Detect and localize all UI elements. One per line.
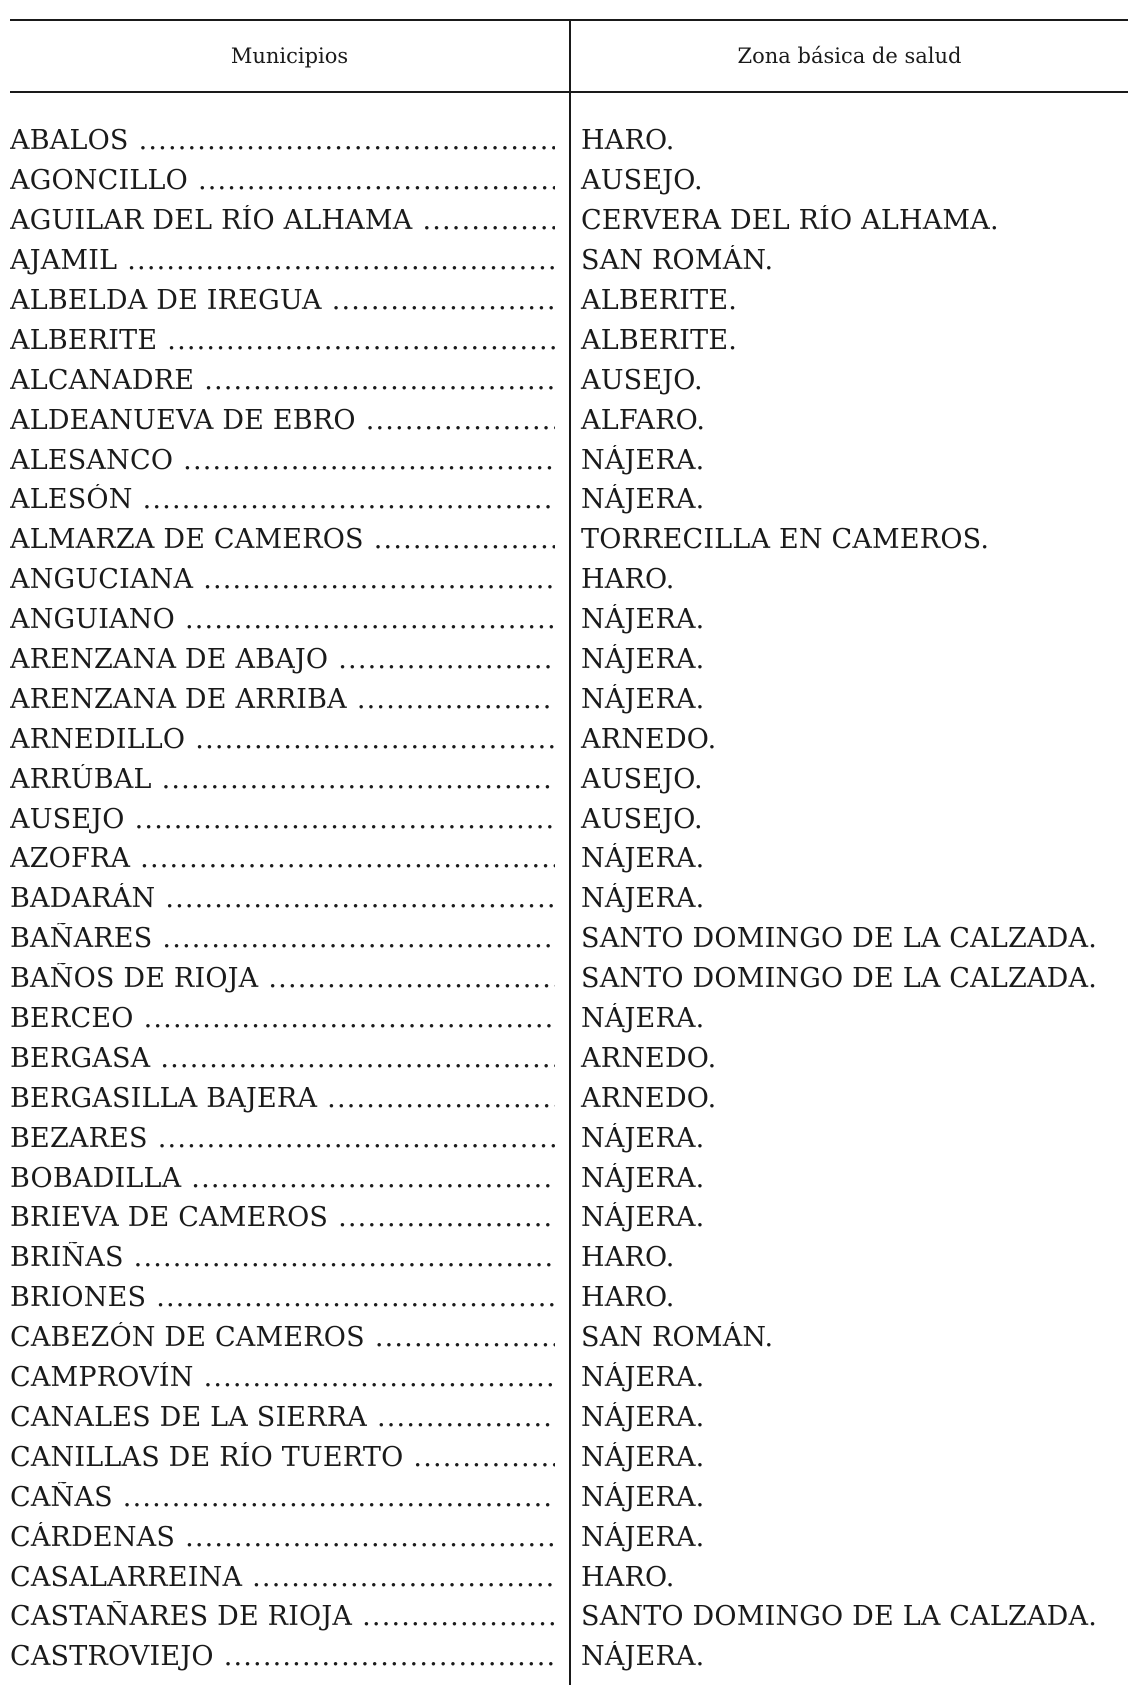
municipio-name: CASTROVIEJO	[10, 1641, 214, 1673]
dot-leader	[123, 1482, 555, 1513]
zona-cell: SAN ROMÁN.	[581, 1322, 774, 1354]
dot-leader	[362, 1601, 555, 1632]
dot-leader	[135, 804, 555, 835]
zona-cell: NÁJERA.	[581, 843, 705, 875]
table-row	[10, 719, 1128, 759]
zona-cell: NÁJERA.	[581, 1362, 705, 1394]
dot-leader	[162, 764, 555, 795]
table-row	[10, 1078, 1128, 1118]
municipio-cell	[10, 764, 565, 795]
municipio-name: ARNEDILLO	[10, 723, 186, 755]
municipio-name: BERGASA	[10, 1042, 151, 1074]
dot-leader	[332, 285, 555, 316]
zona-cell: SANTO DOMINGO DE LA CALZADA.	[581, 963, 1097, 995]
dot-leader	[374, 524, 555, 555]
municipio-cell	[10, 1123, 565, 1154]
municipio-name: ALDEANUEVA DE EBRO	[10, 404, 356, 436]
table-row	[10, 1318, 1128, 1358]
table-row	[10, 400, 1128, 440]
dot-leader	[357, 684, 555, 715]
dot-leader	[134, 1242, 555, 1273]
table-row	[10, 1278, 1128, 1318]
municipio-cell	[10, 484, 565, 515]
table-row	[10, 1597, 1128, 1637]
municipio-cell	[10, 843, 565, 874]
table-row	[10, 1198, 1128, 1238]
zona-cell: HARO.	[581, 125, 675, 157]
municipio-cell	[10, 285, 565, 316]
dot-leader	[203, 564, 555, 595]
municipio-cell	[10, 1522, 565, 1553]
municipio-cell	[10, 883, 565, 914]
municipio-name: BADARÁN	[10, 883, 156, 915]
municipio-name: BEZARES	[10, 1122, 148, 1154]
municipio-name: AUSEJO	[10, 803, 125, 835]
municipio-cell	[10, 325, 565, 356]
dot-leader	[162, 923, 555, 954]
municipio-name: ALESÓN	[10, 484, 133, 516]
zona-cell: SANTO DOMINGO DE LA CALZADA.	[581, 1601, 1097, 1633]
municipio-cell	[10, 644, 565, 675]
dot-leader	[338, 1202, 555, 1233]
dot-leader	[327, 1083, 555, 1114]
municipio-cell	[10, 405, 565, 436]
dot-leader	[191, 1163, 555, 1194]
zona-cell: NÁJERA.	[581, 1003, 705, 1035]
dot-leader	[185, 604, 555, 635]
table-row	[10, 121, 1128, 161]
municipio-cell	[10, 245, 565, 276]
municipio-name: BAÑOS DE RIOJA	[10, 963, 259, 995]
municipio-name: BOBADILLA	[10, 1162, 182, 1194]
municipio-cell	[10, 1482, 565, 1513]
table-row	[10, 1477, 1128, 1517]
municipio-name: ABALOS	[10, 125, 129, 157]
zona-cell: HARO.	[581, 1242, 675, 1274]
municipio-name: ALMARZA DE CAMEROS	[10, 524, 364, 556]
table-row	[10, 1118, 1128, 1158]
municipio-name: ALESANCO	[10, 444, 174, 476]
dot-leader	[413, 1442, 555, 1473]
table-row	[10, 241, 1128, 281]
municipio-cell	[10, 524, 565, 555]
municipio-cell	[10, 205, 565, 236]
zona-cell: ALFARO.	[581, 404, 706, 436]
municipio-name: CANILLAS DE RÍO TUERTO	[10, 1441, 404, 1473]
municipio-cell	[10, 1003, 565, 1034]
municipio-cell	[10, 1242, 565, 1273]
zona-cell: NÁJERA.	[581, 1481, 705, 1513]
dot-leader	[375, 1322, 555, 1353]
municipio-name: AGONCILLO	[10, 165, 188, 197]
table-row	[10, 759, 1128, 799]
zona-cell: HARO.	[581, 564, 675, 596]
dot-leader	[224, 1641, 555, 1672]
municipio-cell	[10, 1562, 565, 1593]
zona-cell: NÁJERA.	[581, 1641, 705, 1673]
table-row	[10, 1637, 1128, 1677]
table-row	[10, 640, 1128, 680]
zona-cell: NÁJERA.	[581, 444, 705, 476]
dot-leader	[198, 165, 555, 196]
table-row	[10, 1158, 1128, 1198]
dot-leader	[183, 445, 555, 476]
zona-cell: ARNEDO.	[581, 1082, 717, 1114]
dot-leader	[422, 205, 555, 236]
table-row	[10, 1517, 1128, 1557]
municipio-cell	[10, 1282, 565, 1313]
municipio-cell	[10, 165, 565, 196]
municipio-name: BRIEVA DE CAMEROS	[10, 1202, 329, 1234]
municipio-name: ANGUCIANA	[10, 564, 194, 596]
zona-cell: NÁJERA.	[581, 1122, 705, 1154]
dot-leader	[268, 963, 555, 994]
municipio-name: CASTAÑARES DE RIOJA	[10, 1601, 353, 1633]
municipio-cell	[10, 1322, 565, 1353]
municipio-cell	[10, 1601, 565, 1632]
table-row	[10, 520, 1128, 560]
dot-leader	[140, 843, 555, 874]
zona-cell: NÁJERA.	[581, 644, 705, 676]
zona-cell: AUSEJO.	[581, 803, 703, 835]
table-row	[10, 1358, 1128, 1398]
table-row	[10, 679, 1128, 719]
table-body	[10, 121, 1128, 1677]
table-row	[10, 480, 1128, 520]
table-row	[10, 839, 1128, 879]
municipio-cell	[10, 804, 565, 835]
dot-leader	[204, 365, 555, 396]
municipio-name: ARRÚBAL	[10, 763, 152, 795]
municipio-name: AGUILAR DEL RÍO ALHAMA	[10, 205, 413, 237]
dot-leader	[165, 883, 555, 914]
municipio-name: ALBERITE	[10, 324, 158, 356]
municipio-cell	[10, 1083, 565, 1114]
zona-cell: CERVERA DEL RÍO ALHAMA.	[581, 205, 999, 237]
municipio-cell	[10, 564, 565, 595]
zona-cell: NÁJERA.	[581, 1401, 705, 1433]
municipio-name: BRIÑAS	[10, 1242, 124, 1274]
municipio-name: CAÑAS	[10, 1481, 113, 1513]
dot-leader	[185, 1522, 555, 1553]
table-row	[10, 161, 1128, 201]
dot-leader	[377, 1402, 555, 1433]
municipio-name: CÁRDENAS	[10, 1521, 176, 1553]
municipio-name: AJAMIL	[10, 245, 118, 277]
table-row	[10, 799, 1128, 839]
dot-leader	[158, 1123, 555, 1154]
municipio-name: AZOFRA	[10, 843, 131, 875]
table-row	[10, 999, 1128, 1039]
municipio-cell	[10, 1641, 565, 1672]
municipio-name: CAMPROVÍN	[10, 1362, 194, 1394]
zona-cell: NÁJERA.	[581, 1521, 705, 1553]
table-row	[10, 360, 1128, 400]
municipio-name: CABEZÓN DE CAMEROS	[10, 1322, 365, 1354]
dot-leader	[252, 1562, 555, 1593]
municipio-name: ARENZANA DE ARRIBA	[10, 683, 347, 715]
zona-cell: ARNEDO.	[581, 1042, 717, 1074]
municipio-name: BRIONES	[10, 1282, 147, 1314]
table-row	[10, 1557, 1128, 1597]
municipio-name: ARENZANA DE ABAJO	[10, 644, 329, 676]
table-row	[10, 560, 1128, 600]
zona-cell: SAN ROMÁN.	[581, 245, 774, 277]
zona-cell: ALBERITE.	[581, 324, 738, 356]
municipio-name: BAÑARES	[10, 923, 153, 955]
table-row	[10, 281, 1128, 321]
municipio-cell	[10, 724, 565, 755]
zona-cell: NÁJERA.	[581, 1162, 705, 1194]
municipio-name: ALCANADRE	[10, 364, 195, 396]
municipio-cell	[10, 1442, 565, 1473]
zona-cell: AUSEJO.	[581, 165, 703, 197]
municipio-cell	[10, 1402, 565, 1433]
table-row	[10, 320, 1128, 360]
header-municipios: Municipios	[230, 44, 349, 68]
zona-cell: NÁJERA.	[581, 1202, 705, 1234]
dot-leader	[160, 1043, 555, 1074]
dot-leader	[167, 325, 555, 356]
zona-cell: ARNEDO.	[581, 723, 717, 755]
municipio-cell	[10, 365, 565, 396]
municipio-name: BERGASILLA BAJERA	[10, 1082, 318, 1114]
zona-cell: NÁJERA.	[581, 604, 705, 636]
table-row	[10, 440, 1128, 480]
dot-leader	[204, 1362, 555, 1393]
dot-leader	[143, 484, 555, 515]
municipio-cell	[10, 684, 565, 715]
dot-leader	[127, 245, 555, 276]
header-zona-basica: Zona básica de salud	[737, 44, 962, 68]
dot-leader	[366, 405, 555, 436]
municipio-cell	[10, 604, 565, 635]
dot-leader	[144, 1003, 555, 1034]
municipio-cell	[10, 1202, 565, 1233]
zona-cell: NÁJERA.	[581, 683, 705, 715]
municipio-name: CASALARREINA	[10, 1561, 243, 1593]
zona-cell: NÁJERA.	[581, 883, 705, 915]
zona-cell: AUSEJO.	[581, 763, 703, 795]
municipio-cell	[10, 125, 565, 156]
zona-cell: SANTO DOMINGO DE LA CALZADA.	[581, 923, 1097, 955]
zona-cell: HARO.	[581, 1561, 675, 1593]
table-row	[10, 1398, 1128, 1438]
dot-leader	[195, 724, 555, 755]
municipio-name: BERCEO	[10, 1003, 134, 1035]
municipio-name: ANGUIANO	[10, 604, 175, 636]
zona-cell: NÁJERA.	[581, 1441, 705, 1473]
table-row	[10, 1437, 1128, 1477]
table-row	[10, 1038, 1128, 1078]
zona-cell: NÁJERA.	[581, 484, 705, 516]
municipio-name: CANALES DE LA SIERRA	[10, 1401, 367, 1433]
table-row	[10, 1238, 1128, 1278]
municipio-cell	[10, 1163, 565, 1194]
zona-cell: AUSEJO.	[581, 364, 703, 396]
table-row	[10, 201, 1128, 241]
municipio-name: ALBELDA DE IREGUA	[10, 285, 322, 316]
municipio-cell	[10, 445, 565, 476]
dot-leader	[156, 1282, 555, 1313]
table-row	[10, 879, 1128, 919]
municipio-cell	[10, 1043, 565, 1074]
zona-cell: TORRECILLA EN CAMEROS.	[581, 524, 990, 556]
table-row	[10, 919, 1128, 959]
zona-cell: ALBERITE.	[581, 285, 738, 316]
municipio-cell	[10, 963, 565, 994]
dot-leader	[338, 644, 555, 675]
municipio-cell	[10, 1362, 565, 1393]
table-row	[10, 959, 1128, 999]
table-row	[10, 600, 1128, 640]
dot-leader	[139, 125, 555, 156]
municipio-cell	[10, 923, 565, 954]
zona-cell: HARO.	[581, 1282, 675, 1314]
